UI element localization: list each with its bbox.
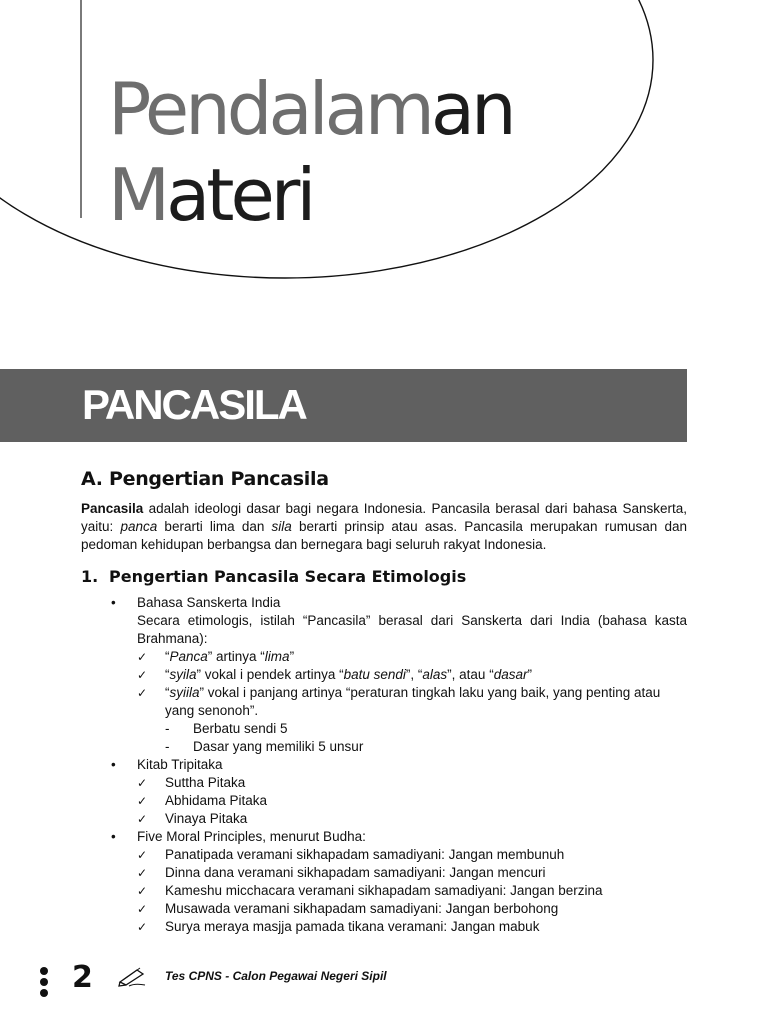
chapter-title (108, 66, 513, 238)
banner-title: PANCASILA (82, 381, 306, 428)
dash-mark: - (165, 739, 170, 754)
chapter-title-line1: Pendalaman (108, 67, 513, 151)
dash-mark: - (165, 721, 170, 736)
page-number: 2 (72, 960, 93, 995)
bullet-list (81, 594, 687, 936)
subsection-1-title: 1. Pengertian Pancasila Secara Etimologis (81, 567, 467, 586)
footer-book-title: Tes CPNS - Calon Pegawai Negeri Sipil (165, 969, 387, 983)
section-a-title: A. Pengertian Pancasila (81, 468, 329, 490)
bullet-mark: • (111, 829, 116, 844)
dash-item: - Berbatu sendi 5 (165, 721, 288, 736)
check-item: ✓ Kameshu micchacara veramani sikhapadam samadiyani: Jangan berzina (137, 883, 603, 898)
check-item: ✓ Surya meraya masjja pamada tikana veramani: Jangan mabuk (137, 919, 540, 934)
bullet-mark: • (111, 595, 116, 610)
section-a-intro: Pancasila adalah ideologi dasar bagi negara Indonesia. Pancasila berasal dari bahasa Sanskerta, yaitu: panca berarti lima dan sila berarti prinsip atau asas. Pancasila merupakan rumusan dan pedoman kehidupan berbangsa dan bernegara bagi seluruh rakyat Indonesia. (81, 501, 687, 552)
chapter-title-line2: Materi (108, 153, 313, 237)
check-icon: ✓ (137, 866, 148, 880)
bullet-item (81, 828, 687, 936)
main-content (81, 466, 687, 936)
bullet-label: Bahasa Sanskerta India (137, 595, 281, 610)
dash-item: - Dasar yang memiliki 5 unsur (165, 739, 364, 754)
check-item: ✓ Panatipada veramani sikhapadam samadiyani: Jangan membunuh (137, 847, 565, 862)
check-item: ✓ “Panca” artinya “lima” (137, 649, 295, 664)
bullet-description: Secara etimologis, istilah “Pancasila” berasal dari Sanskerta dari India (bahasa kasta Brahmana): (137, 613, 687, 646)
check-item: ✓ Dinna dana veramani sikhapadam samadiyani: Jangan mencuri (137, 865, 546, 880)
check-icon: ✓ (137, 650, 148, 664)
bullet-label: Kitab Tripitaka (137, 757, 223, 772)
check-item: ✓ “syila” vokal i pendek artinya “batu sendi”, “alas”, atau “dasar” (137, 667, 532, 682)
footer-dot (40, 967, 48, 975)
check-icon: ✓ (137, 902, 148, 916)
check-item: ✓ Suttha Pitaka (137, 775, 246, 790)
check-icon: ✓ (137, 884, 148, 898)
bullet-label: Five Moral Principles, menurut Budha: (137, 829, 366, 844)
check-icon: ✓ (137, 776, 148, 790)
check-icon: ✓ (137, 686, 148, 700)
section-banner (0, 369, 687, 442)
check-icon: ✓ (137, 920, 148, 934)
bullet-item (81, 594, 687, 756)
pencil-icon (117, 965, 147, 987)
check-icon: ✓ (137, 794, 148, 808)
check-icon: ✓ (137, 812, 148, 826)
footer-dots-icon (40, 967, 50, 1000)
check-item: ✓ Vinaya Pitaka (137, 811, 248, 826)
footer-dot (40, 978, 48, 986)
bullet-mark: • (111, 757, 116, 772)
check-item: ✓ Musawada veramani sikhapadam samadiyani: Jangan berbohong (137, 901, 559, 916)
bullet-item (81, 756, 687, 828)
check-list (137, 648, 687, 756)
check-icon: ✓ (137, 668, 148, 682)
footer-dot (40, 989, 48, 997)
dash-list (165, 720, 687, 756)
check-item: ✓ “syiila” vokal i panjang artinya “peraturan tingkah laku yang baik, yang penting atau yang senonoh”. - Berbatu sendi 5 - Dasar yang memiliki 5 unsur (137, 684, 687, 756)
check-list (137, 846, 687, 936)
check-icon: ✓ (137, 848, 148, 862)
check-item: ✓ Abhidama Pitaka (137, 793, 268, 808)
check-list (137, 774, 687, 828)
